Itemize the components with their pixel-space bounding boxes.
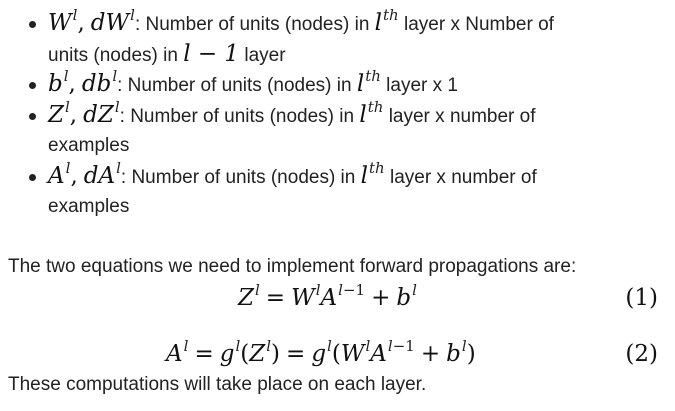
math-comma: , — [68, 71, 76, 97]
equation-1-row — [0, 280, 675, 316]
math-var: Z — [48, 102, 64, 128]
math-sup: l — [64, 98, 70, 116]
math-var: dW — [90, 10, 130, 36]
bullet-weights — [22, 8, 662, 69]
math-sup: l — [116, 159, 121, 177]
bullet-dot-icon — [29, 113, 36, 120]
math-sup: th — [383, 6, 399, 24]
bullet-dot-icon — [29, 21, 36, 28]
equation-2: Al = gl(Zl) = gl(WlAl−1 + bl) — [166, 337, 476, 367]
bullet-biases — [22, 69, 662, 100]
math-comma: , — [77, 10, 85, 36]
bullet-text: layer x Number of — [398, 14, 554, 35]
bullet-text: layer x number of — [384, 167, 537, 188]
equation-1: Zl = WlAl−1 + bl — [238, 281, 417, 311]
bullet-dot-icon — [29, 82, 36, 89]
equation-2-row — [0, 336, 675, 372]
math-var: l — [356, 71, 365, 97]
math-comma: , — [69, 102, 78, 128]
bullet-text: layer x 1 — [380, 75, 458, 96]
math-var: W — [48, 10, 72, 36]
bullet-text: units (nodes) in — [48, 45, 184, 66]
bullet-z — [22, 100, 662, 161]
closing-paragraph: These computations will take place on each layer. — [8, 374, 427, 395]
math-expr: l − 1 — [183, 41, 240, 67]
math-comma: , — [70, 163, 78, 189]
math-var: l — [359, 102, 367, 128]
dimension-list — [22, 8, 662, 222]
math-sup: th — [365, 67, 381, 85]
bullet-text: : Number of units (nodes) in — [119, 106, 360, 127]
bullet-text: examples — [48, 135, 130, 156]
math-var: A — [48, 163, 65, 189]
bullet-text: : Number of units (nodes) in — [134, 14, 375, 35]
bullet-a — [22, 161, 662, 222]
bullet-dot-icon — [29, 174, 36, 181]
bullet-text: examples — [48, 196, 130, 217]
bullet-text: : Number of units (nodes) in — [117, 75, 357, 96]
math-sup: l — [114, 98, 120, 116]
math-var: db — [81, 71, 112, 97]
math-sup: l — [65, 159, 71, 177]
math-sup: th — [368, 159, 385, 177]
math-var: l — [360, 163, 368, 189]
bullet-text: : Number of units (nodes) in — [120, 167, 361, 188]
math-sup: l — [63, 67, 69, 85]
equation-2-number: (2) — [625, 341, 658, 367]
bullet-text: layer x number of — [383, 106, 536, 127]
math-var: b — [48, 71, 63, 97]
equation-1-number: (1) — [625, 285, 658, 311]
math-sup: th — [367, 98, 384, 116]
math-sup: l — [72, 6, 78, 24]
math-sup: l — [130, 6, 135, 24]
intro-paragraph: The two equations we need to implement forward propagations are: — [8, 256, 577, 277]
math-var: dA — [83, 163, 116, 189]
math-var: l — [374, 10, 383, 36]
bullet-text: layer — [239, 45, 286, 66]
math-var: dZ — [83, 102, 114, 128]
math-sup: l — [112, 67, 118, 85]
